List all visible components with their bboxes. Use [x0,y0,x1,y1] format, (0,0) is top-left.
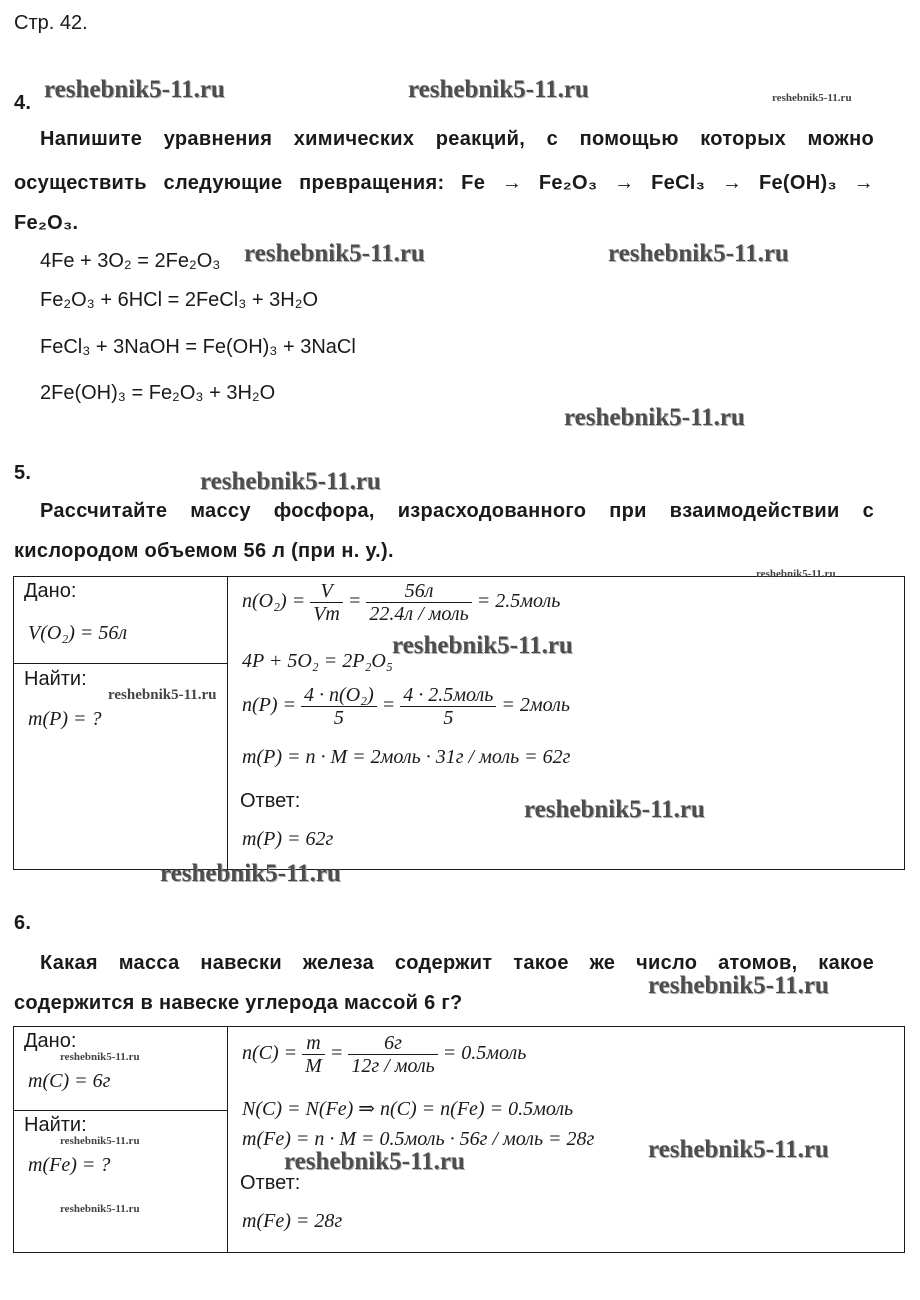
watermark: reshebnik5-11.ru [392,632,573,659]
task6-sol1-frac1 [302,1032,325,1077]
task5-sol3-frac1-den: 5 [333,707,344,729]
task6-sol1-rhs: = 0.5моль [442,1042,527,1065]
watermark: reshebnik5-11.ru [244,240,425,267]
task4-equation-1: 4Fe + 3O₂ = 2Fe₂O₃ [40,250,221,272]
watermark: reshebnik5-11.ru [160,860,341,887]
task6-sol1-frac2-den: 12г / моль [351,1055,435,1077]
task5-sol3-frac2-den: 5 [443,707,454,729]
task5-sol1-frac1-den: Vm [313,603,340,625]
task5-sol3-eq: = [381,694,396,717]
watermark: reshebnik5-11.ru [60,1203,140,1215]
task5-sol1-frac2 [366,580,471,625]
task6-sol1-eq: = [329,1042,344,1065]
task6-find-value: m(Fe) = ? [28,1154,111,1176]
task6-sol1-frac2-num: 6г [348,1032,437,1055]
task5-sol1-frac2-den: 22.4л / моль [369,603,469,625]
task6-sol1-lhs: n(C) = [242,1042,298,1065]
task5-find-label: Найти: [24,668,87,690]
task6-sol1-frac1-num: m [302,1032,325,1055]
page-header: Стр. 42. [14,12,88,34]
task6-table-divider [227,1026,228,1252]
task6-solution-line1 [242,1032,526,1077]
task6-number: 6. [14,912,32,934]
task5-table-divider [227,576,228,869]
task5-sol1-lhs: n(O₂) = [242,590,306,613]
task4-equation-3: FeCl₃ + 3NaOH = Fe(OH)₃ + 3NaCl [40,336,356,358]
watermark: reshebnik5-11.ru [108,687,217,703]
task5-answer-label: Ответ: [240,790,301,812]
task5-question-line2: кислородом объемом 56 л (при н. у.). [14,540,394,562]
task6-sol1-frac1-den: M [305,1055,322,1077]
task4-question-line1: Напишите уравнения химических реакций, с помощью которых можно [40,128,874,150]
task5-solution-line3 [242,684,570,729]
task6-given-label: Дано: [24,1030,77,1052]
task5-sol3-frac2-num: 4 · 2.5моль [400,684,496,707]
watermark: reshebnik5-11.ru [200,468,381,495]
task4-question-line2: осуществить следующие превращения: Fe → Fe₂O₃ → FeCl₃ → Fe(OH)₃ → [14,172,874,194]
watermark: reshebnik5-11.ru [756,568,836,580]
task6-solution-line2: N(C) = N(Fe) ⇒ n(C) = n(Fe) = 0.5моль [242,1098,574,1120]
task5-answer: m(P) = 62г [242,828,334,850]
task5-sol1-frac1-num: V [310,580,343,603]
task6-given-value: m(C) = 6г [28,1070,111,1092]
watermark: reshebnik5-11.ru [60,1051,140,1063]
task6-table-row-divider [13,1110,227,1111]
watermark: reshebnik5-11.ru [772,92,852,104]
watermark: reshebnik5-11.ru [564,404,745,431]
task6-solution-line3: m(Fe) = n · M = 0.5моль · 56г / моль = 28г [242,1128,595,1150]
task5-table-row-divider [13,663,227,664]
task4-question-line3: Fe₂O₃. [14,212,79,234]
task6-find-label: Найти: [24,1114,87,1136]
task5-sol3-rhs: = 2моль [501,694,570,717]
watermark: reshebnik5-11.ru [648,1136,829,1163]
task5-solution-line2: 4P + 5O₂ = 2P₂O₅ [242,650,393,672]
task5-given-value: V(O₂) = 56л [28,622,128,644]
task5-sol1-rhs: = 2.5моль [476,590,561,613]
task4-number: 4. [14,92,32,114]
watermark: reshebnik5-11.ru [284,1148,465,1175]
task6-sol1-frac2 [348,1032,437,1077]
task5-given-label: Дано: [24,580,77,602]
watermark: reshebnik5-11.ru [524,796,705,823]
task5-sol1-eq: = [347,590,362,613]
watermark: reshebnik5-11.ru [408,76,589,103]
watermark: reshebnik5-11.ru [608,240,789,267]
task5-sol3-frac2 [400,684,496,729]
task5-question-line1: Рассчитайте массу фосфора, израсходованного при взаимодействии с [40,500,874,522]
task6-answer-label: Ответ: [240,1172,301,1194]
task5-sol1-frac2-num: 56л [366,580,471,603]
task6-question-line1: Какая масса навески железа содержит такое же число атомов, какое [40,952,874,974]
task5-sol3-lhs: n(P) = [242,694,297,717]
task5-number: 5. [14,462,32,484]
watermark: reshebnik5-11.ru [648,972,829,999]
task5-sol3-frac1-num: 4 · n(O₂) [301,684,377,707]
task6-answer: m(Fe) = 28г [242,1210,343,1232]
task5-solution-line4: m(P) = n · M = 2моль · 31г / моль = 62г [242,746,571,768]
task6-question-line2: содержится в навеске углерода массой 6 г? [14,992,463,1014]
watermark: reshebnik5-11.ru [44,76,225,103]
task5-sol1-frac1 [310,580,343,625]
watermark: reshebnik5-11.ru [60,1135,140,1147]
task5-solution-line1 [242,580,560,625]
task5-find-value: m(P) = ? [28,708,102,730]
task4-equation-4: 2Fe(OH)₃ = Fe₂O₃ + 3H₂O [40,382,276,404]
task4-equation-2: Fe₂O₃ + 6HCl = 2FeCl₃ + 3H₂O [40,289,319,311]
task5-sol3-frac1 [301,684,377,729]
